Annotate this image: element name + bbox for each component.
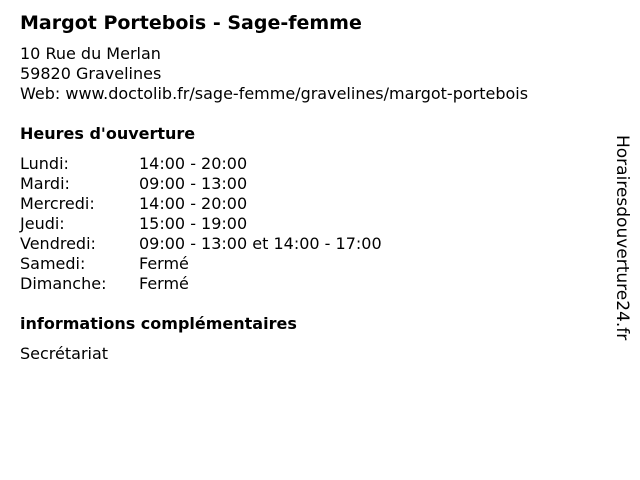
- address-street: 10 Rue du Merlan: [20, 44, 161, 63]
- website-line: Web: www.doctolib.fr/sage-femme/gravelines/margot-portebois: [20, 84, 529, 103]
- business-card: [20, 10, 600, 364]
- hours-day: Mercredi:: [20, 194, 95, 213]
- hours-heading: Heures d'ouverture: [20, 124, 196, 143]
- address-block: [20, 44, 600, 104]
- hours-time: 15:00 - 19:00: [139, 214, 248, 233]
- watermark-text: Horairesdouverture24.fr: [612, 135, 632, 341]
- hours-row-mardi: [20, 174, 600, 194]
- hours-time: 09:00 - 13:00 et 14:00 - 17:00: [139, 234, 382, 253]
- info-heading: informations complémentaires: [20, 314, 297, 333]
- hours-day: Mardi:: [20, 174, 70, 193]
- hours-time: Fermé: [139, 254, 189, 273]
- hours-day: Samedi:: [20, 254, 86, 273]
- watermark: [610, 135, 638, 345]
- hours-table: [20, 154, 600, 294]
- hours-time: 09:00 - 13:00: [139, 174, 248, 193]
- hours-row-samedi: [20, 254, 600, 274]
- hours-row-dimanche: [20, 274, 600, 294]
- hours-time: 14:00 - 20:00: [139, 194, 248, 213]
- hours-time: Fermé: [139, 274, 189, 293]
- page-title: Margot Portebois - Sage-femme: [20, 12, 362, 34]
- hours-day: Dimanche:: [20, 274, 107, 293]
- address-city: 59820 Gravelines: [20, 64, 162, 83]
- hours-day: Lundi:: [20, 154, 69, 173]
- hours-row-vendredi: [20, 234, 600, 254]
- hours-row-mercredi: [20, 194, 600, 214]
- info-text: Secrétariat: [20, 344, 109, 363]
- hours-time: 14:00 - 20:00: [139, 154, 248, 173]
- hours-day: Jeudi:: [20, 214, 65, 233]
- hours-day: Vendredi:: [20, 234, 96, 253]
- hours-row-lundi: [20, 154, 600, 174]
- hours-row-jeudi: [20, 214, 600, 234]
